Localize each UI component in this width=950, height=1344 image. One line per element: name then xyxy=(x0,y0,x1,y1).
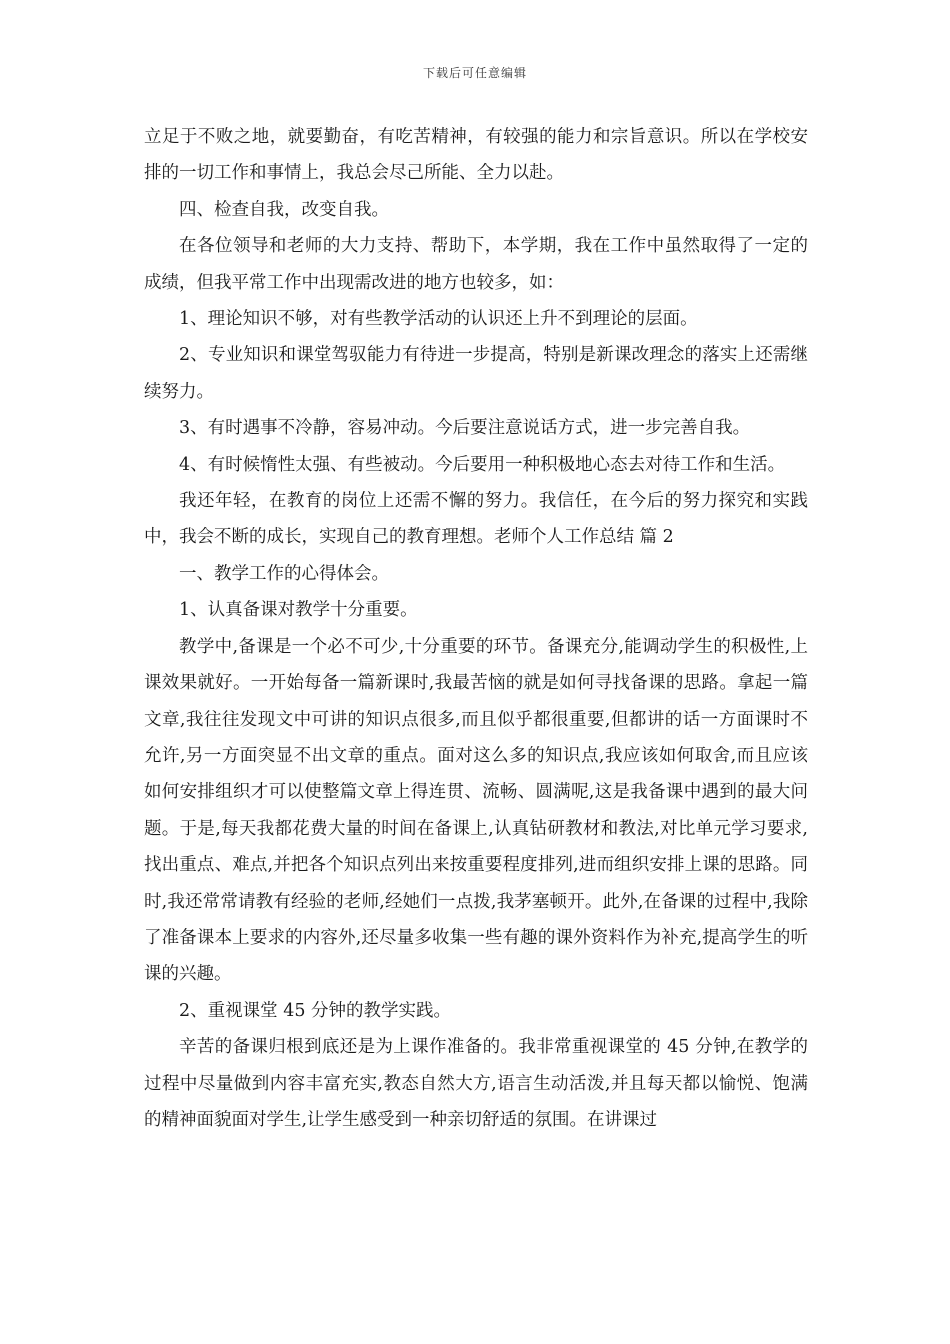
subsection-heading: 2、重视课堂 45 分钟的教学实践。 xyxy=(179,1000,452,1021)
paragraph: 在各位领导和老师的大力支持、帮助下，本学期，我在工作中虽然取得了一定的成绩，但我平常工作中出现需改进的地方也较多，如： xyxy=(144,236,808,293)
paragraph: 我还年轻，在教育的岗位上还需不懈的努力。我信任，在今后的努力探究和实践中，我会不断的成长，实现自己的教育理想。老师个人工作总结 篇 2 xyxy=(144,491,808,548)
list-item: 4、有时候惰性太强、有些被动。今后要用一种积极地心态去对待工作和生活。 xyxy=(179,454,786,475)
document-body xyxy=(144,119,808,1138)
paragraph: 辛苦的备课归根到底还是为上课作准备的。我非常重视课堂的 45 分钟,在教学的过程中尽量做到内容丰富充实,教态自然大方,语言生动活泼,并且每天都以愉悦、饱满的精神面貌面对学生,让学生感受到一种亲切舒适的氛围。在讲课过 xyxy=(144,1037,808,1130)
section-heading: 一、教学工作的心得体会。 xyxy=(179,563,389,584)
paragraph: 教学中,备课是一个必不可少,十分重要的环节。备课充分,能调动学生的积极性,上课效果就好。一开始每备一篇新课时,我最苦恼的就是如何寻找备课的思路。拿起一篇文章,我往往发现文中可讲的知识点很多,而且似乎都很重要,但都讲的话一方面课时不允许,另一方面突显不出文章的重点。面对这么多的知识点,我应该如何取舍,而且应该如何安排组织才可以使整篇文章上得连贯、流畅、圆满呢,这是我备课中遇到的最大问题。于是,每天我都花费大量的时间在备课上,认真钻研教材和教法,对比单元学习要求,找出重点、难点,并把各个知识点列出来按重要程度排列,进而组织安排上课的思路。同时,我还常常请教有经验的老师,经她们一点拨,我茅塞顿开。此外,在备课的过程中,我除了准备课本上要求的内容外,还尽量多收集一些有趣的课外资料作为补充,提高学生的听课的兴趣。 xyxy=(144,636,808,985)
list-item: 2、专业知识和课堂驾驭能力有待进一步提高，特别是新课改理念的落实上还需继续努力。 xyxy=(144,345,808,402)
section-heading: 四、检查自我，改变自我。 xyxy=(179,199,389,220)
list-item: 3、有时遇事不冷静，容易冲动。今后要注意说话方式，进一步完善自我。 xyxy=(179,418,751,439)
paragraph: 立足于不败之地，就要勤奋，有吃苦精神，有较强的能力和宗旨意识。所以在学校安排的一切工作和事情上，我总会尽己所能、全力以赴。 xyxy=(144,127,808,184)
subsection-heading: 1、认真备课对教学十分重要。 xyxy=(179,600,418,621)
page-header: 下载后可任意编辑 xyxy=(422,66,527,80)
list-item: 1、理论知识不够，对有些教学活动的认识还上升不到理论的层面。 xyxy=(179,309,698,330)
